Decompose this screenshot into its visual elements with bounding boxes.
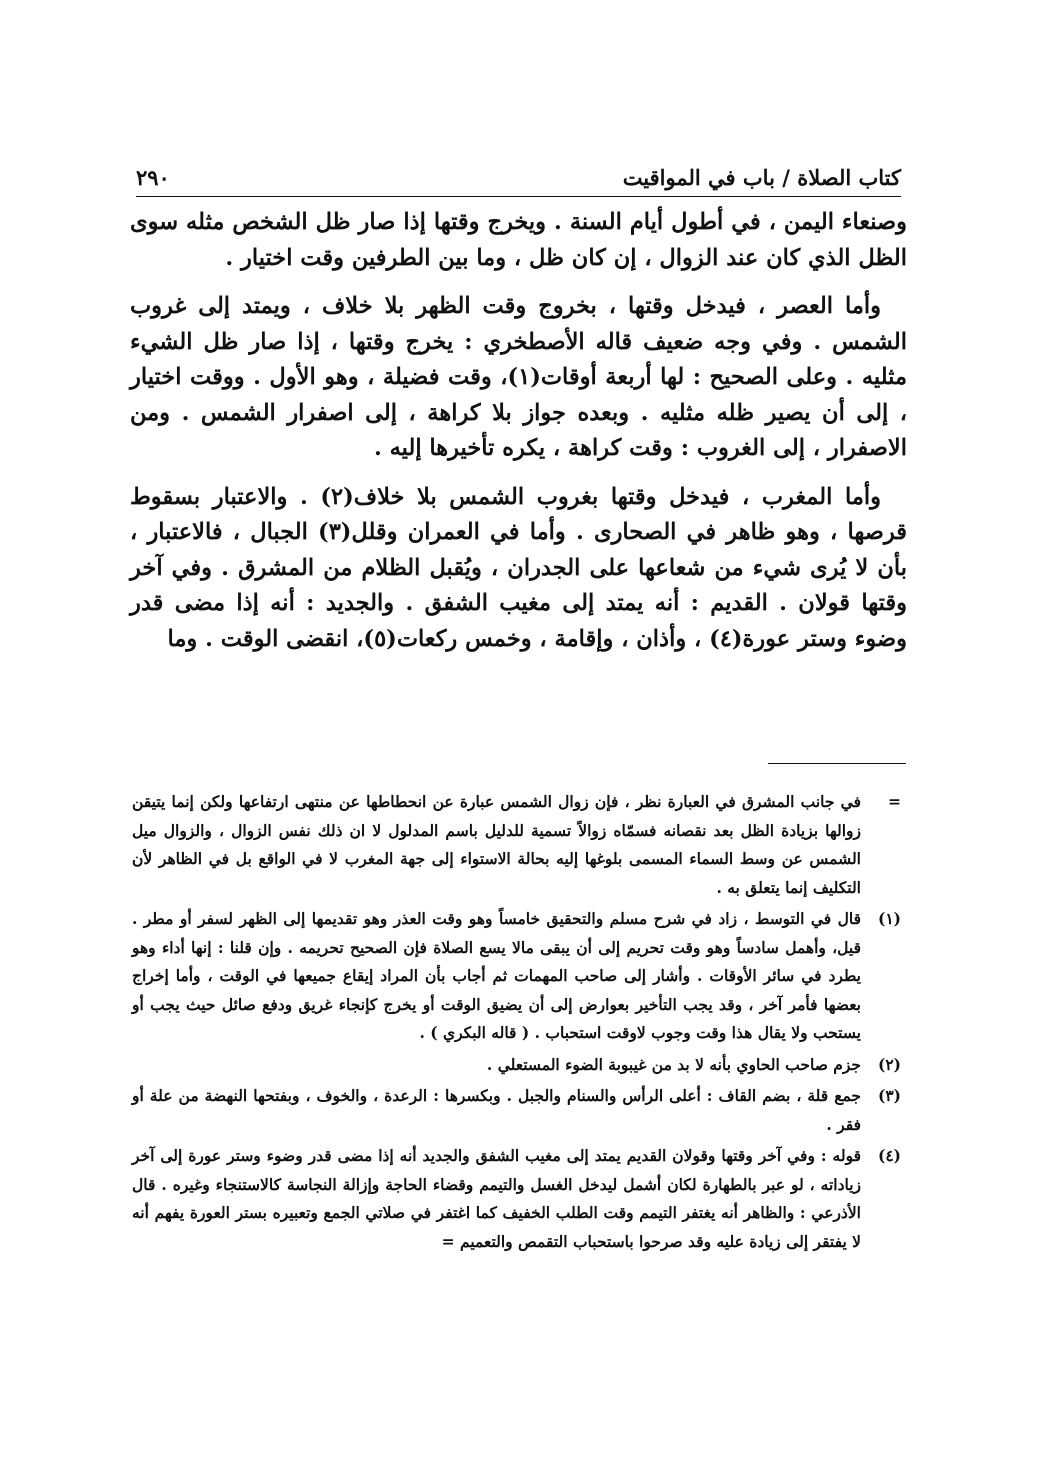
footnote-3 <box>132 1082 901 1139</box>
page-header <box>136 150 901 197</box>
footnote-mark: (٤) <box>877 1146 901 1165</box>
paragraph-dhuhr-end: وصنعاء اليمن ، في أطول أيام السنة . ويخرج وقتها إذا صار ظل الشخص مثله سوى الظل الذي كان عند الزوال ، إن كان ظل ، وما بين الطرفين وقت اختيار . <box>130 209 907 271</box>
paragraph-maghrib: وأما المغرب ، فيدخل وقتها بغروب الشمس بلا خلاف(٢) . والاعتبار بسقوط قرصها ، وهو ظاهر في الصحارى . وأما في العمران وقلل(٣) الجبال ، فالاعتبار ، بأن لا يُرى شيء من شعاعها على الجدران ، ويُقبل الظلام من المشرق . وفي آخر وقتها قولان . القديم : أنه يمتد إلى مغيب الشفق . والجديد : أنه إذا مضى قدر وضوء وستر عورة(٤) ، وأذان ، وإقامة ، وخمس ركعات(٥)، انقضى الوقت . وما <box>130 483 907 652</box>
footnote-4 <box>132 1142 901 1256</box>
footnote-1 <box>132 905 901 1048</box>
footnote-mark: (١) <box>877 909 901 928</box>
page-number: ٢٩٠ <box>136 165 170 190</box>
main-text <box>130 205 907 670</box>
footnotes <box>132 788 901 1259</box>
footnote-mark: = <box>888 792 901 811</box>
footnote-mark: (٢) <box>877 1054 901 1074</box>
footnote-separator <box>768 763 906 764</box>
footnote-text: قوله : وفي آخر وقتها وقولان القديم يمتد إلى مغيب الشفق والجديد أنه إذا مضى قدر وضوء وستر عورة إلى آخر زياداته ، لو عبر بالطهارة لكان أشمل ليدخل الغسل والتيمم وقضاء الحاجة وإزالة النجاسة كالاستنجاء وغيره . قال الأذرعي : والظاهر أنه يغتفر التيمم وقت الطلب الخفيف كما اغتفر في صلاتي الجمع وتعبيره بستر العورة يفهم أنه لا يفتقر إلى زيادة عليه وقد صرحوا باستحباب التقمص والتعميم = <box>132 1146 861 1251</box>
footnote-mark: (٣) <box>877 1086 901 1105</box>
footnote-text: قال في التوسط ، زاد في شرح مسلم والتحقيق خامساً وهو وقت العذر وهو تقديمها إلى الظهر لسفر أو مطر . قيل، وأهمل سادساً وهو وقت تحريم إلى أن يبقى مالا يسع الصلاة فإن الصحيح تحريمه . وإن قلنا : إنها أداء وهو يطرد في سائر الأوقات . وأشار إلى صاحب المهمات ثم أجاب بأن المراد إيقاع جميعها في الوقت ، وأما إخراج بعضها فأمر آخر ، وقد يجب التأخير بعوارض إلى أن يضيق الوقت أو يخرج كإنجاء غريق ودفع صائل حيث يجب أو يستحب ولا يقال هذا وقت وجوب لاوقت استحباب . ( قاله البكري ) . <box>132 909 861 1042</box>
footnote-continued <box>132 788 901 902</box>
paragraph-asr: وأما العصر ، فيدخل وقتها ، بخروج وقت الظهر بلا خلاف ، ويمتد إلى غروب الشمس . وفي وجه ضعيف قاله الأصطخري : يخرج وقتها ، إذا صار ظل الشيء مثليه . وعلى الصحيح : لها أربعة أوقات(١)، وقت فضيلة ، وهو الأول . ووقت اختيار ، إلى أن يصير ظله مثليه . وبعده جواز بلا كراهة ، إلى اصفرار الشمس . ومن الاصفرار ، إلى الغروب : وقت كراهة ، يكره تأخيرها إليه . <box>130 293 907 461</box>
footnote-text: جمع قلة ، بضم القاف : أعلى الرأس والسنام والجبل . وبكسرها : الرعدة ، والخوف ، وبفتحها النهضة من علة أو فقر . <box>132 1086 861 1134</box>
footnote-2 <box>132 1051 901 1080</box>
footnote-text: في جانب المشرق في العبارة نظر ، فإن زوال الشمس عبارة عن انحطاطها عن منتهى ارتفاعها ولكن إنما يتيقن زوالها بزيادة الظل بعد نقصانه فسمّاه زوالاً تسمية للدليل باسم المدلول لا ان ذلك نفس الزوال ، والزوال ميل الشمس عن وسط السماء المسمى بلوغها إليه بحالة الاستواء إلى جهة المغرب لا في الواقع بل في الظاهر لأن التكليف إنما يتعلق به . <box>132 792 861 897</box>
running-title: كتاب الصلاة / باب في المواقيت <box>622 165 901 190</box>
footnote-text: جزم صاحب الحاوي بأنه لا بد من غيبوبة الضوء المستعلي . <box>486 1054 861 1074</box>
